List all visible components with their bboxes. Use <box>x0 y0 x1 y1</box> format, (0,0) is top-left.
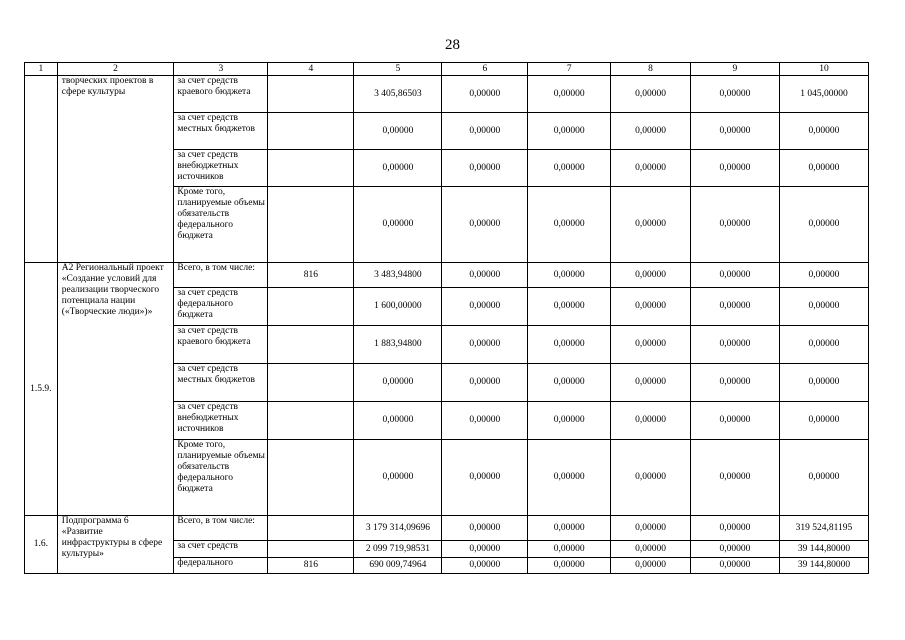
funding-source: за счет средств краевого бюджета <box>174 326 268 364</box>
header-cell-6: 6 <box>442 63 528 76</box>
value-cell-8: 0,00000 <box>611 263 691 288</box>
value-cell-9: 0,00000 <box>690 402 779 440</box>
value-cell-6: 0,00000 <box>442 541 528 558</box>
value-cell-8: 0,00000 <box>611 150 691 187</box>
budget-code <box>268 187 354 263</box>
value-cell-10: 0,00000 <box>779 364 868 402</box>
value-cell-7: 0,00000 <box>528 113 611 150</box>
header-cell-4: 4 <box>268 63 354 76</box>
value-cell-6: 0,00000 <box>442 113 528 150</box>
funding-source: федерального <box>174 558 268 574</box>
value-cell-5: 3 179 314,09696 <box>354 516 442 541</box>
value-cell-5: 3 405,86503 <box>354 76 442 113</box>
budget-code <box>268 113 354 150</box>
value-cell-6: 0,00000 <box>442 263 528 288</box>
value-cell-10: 0,00000 <box>779 150 868 187</box>
value-cell-6: 0,00000 <box>442 187 528 263</box>
row-number: 1.6. <box>25 516 58 574</box>
value-cell-6: 0,00000 <box>442 364 528 402</box>
value-cell-7: 0,00000 <box>528 288 611 326</box>
value-cell-8: 0,00000 <box>611 76 691 113</box>
budget-code <box>268 76 354 113</box>
header-row <box>25 63 869 76</box>
funding-source: за счет средств внебюджетных источников <box>174 402 268 440</box>
budget-table <box>24 62 869 574</box>
value-cell-10: 0,00000 <box>779 326 868 364</box>
value-cell-5: 0,00000 <box>354 113 442 150</box>
value-cell-8: 0,00000 <box>611 541 691 558</box>
value-cell-8: 0,00000 <box>611 402 691 440</box>
value-cell-5: 1 600,00000 <box>354 288 442 326</box>
value-cell-6: 0,00000 <box>442 558 528 574</box>
row-name: Подпрограмма 6 «Развитие инфраструктуры в сфере культуры» <box>57 516 174 574</box>
budget-code <box>268 541 354 558</box>
value-cell-9: 0,00000 <box>690 150 779 187</box>
value-cell-7: 0,00000 <box>528 364 611 402</box>
value-cell-6: 0,00000 <box>442 326 528 364</box>
funding-source: Кроме того, планируемые объемы обязательств федерального бюджета <box>174 187 268 263</box>
value-cell-9: 0,00000 <box>690 364 779 402</box>
value-cell-8: 0,00000 <box>611 187 691 263</box>
value-cell-9: 0,00000 <box>690 326 779 364</box>
value-cell-10: 0,00000 <box>779 187 868 263</box>
value-cell-9: 0,00000 <box>690 541 779 558</box>
header-cell-5: 5 <box>354 63 442 76</box>
value-cell-6: 0,00000 <box>442 516 528 541</box>
value-cell-8: 0,00000 <box>611 364 691 402</box>
funding-source: Всего, в том числе: <box>174 263 268 288</box>
value-cell-6: 0,00000 <box>442 440 528 516</box>
funding-source: за счет средств <box>174 541 268 558</box>
budget-code <box>268 364 354 402</box>
row-name: творческих проектов в сфере культуры <box>57 76 174 263</box>
header-cell-2: 2 <box>57 63 174 76</box>
value-cell-7: 0,00000 <box>528 187 611 263</box>
value-cell-6: 0,00000 <box>442 288 528 326</box>
funding-source: за счет средств федерального бюджета <box>174 288 268 326</box>
value-cell-7: 0,00000 <box>528 516 611 541</box>
value-cell-9: 0,00000 <box>690 288 779 326</box>
budget-code <box>268 150 354 187</box>
table-row <box>25 263 869 288</box>
value-cell-6: 0,00000 <box>442 76 528 113</box>
value-cell-10: 0,00000 <box>779 402 868 440</box>
value-cell-5: 2 099 719,98531 <box>354 541 442 558</box>
value-cell-9: 0,00000 <box>690 263 779 288</box>
header-cell-7: 7 <box>528 63 611 76</box>
value-cell-5: 690 009,74964 <box>354 558 442 574</box>
value-cell-5: 1 883,94800 <box>354 326 442 364</box>
value-cell-8: 0,00000 <box>611 558 691 574</box>
value-cell-5: 0,00000 <box>354 150 442 187</box>
budget-code <box>268 402 354 440</box>
value-cell-5: 3 483,94800 <box>354 263 442 288</box>
value-cell-7: 0,00000 <box>528 541 611 558</box>
funding-source: за счет средств местных бюджетов <box>174 364 268 402</box>
value-cell-7: 0,00000 <box>528 263 611 288</box>
value-cell-8: 0,00000 <box>611 440 691 516</box>
value-cell-8: 0,00000 <box>611 113 691 150</box>
budget-code <box>268 516 354 541</box>
table-row <box>25 76 869 113</box>
table-row <box>25 516 869 541</box>
value-cell-10: 319 524,81195 <box>779 516 868 541</box>
value-cell-10: 1 045,00000 <box>779 76 868 113</box>
value-cell-9: 0,00000 <box>690 516 779 541</box>
value-cell-7: 0,00000 <box>528 150 611 187</box>
value-cell-5: 0,00000 <box>354 440 442 516</box>
header-cell-1: 1 <box>25 63 58 76</box>
value-cell-10: 0,00000 <box>779 113 868 150</box>
value-cell-5: 0,00000 <box>354 187 442 263</box>
funding-source: за счет средств местных бюджетов <box>174 113 268 150</box>
value-cell-9: 0,00000 <box>690 440 779 516</box>
row-name: А2 Региональный проект «Создание условий для реализации творческого потенциала нации («Творческие люди»)» <box>57 263 174 516</box>
header-cell-10: 10 <box>779 63 868 76</box>
value-cell-9: 0,00000 <box>690 113 779 150</box>
value-cell-7: 0,00000 <box>528 440 611 516</box>
page-number: 28 <box>445 37 460 53</box>
value-cell-9: 0,00000 <box>690 76 779 113</box>
value-cell-5: 0,00000 <box>354 364 442 402</box>
header-cell-9: 9 <box>690 63 779 76</box>
row-number <box>25 76 58 263</box>
value-cell-9: 0,00000 <box>690 558 779 574</box>
row-number: 1.5.9. <box>25 263 58 516</box>
header-cell-8: 8 <box>611 63 691 76</box>
value-cell-10: 0,00000 <box>779 263 868 288</box>
value-cell-8: 0,00000 <box>611 326 691 364</box>
value-cell-7: 0,00000 <box>528 402 611 440</box>
funding-source: за счет средств краевого бюджета <box>174 76 268 113</box>
budget-code: 816 <box>268 558 354 574</box>
value-cell-7: 0,00000 <box>528 76 611 113</box>
budget-code: 816 <box>268 263 354 288</box>
budget-code <box>268 288 354 326</box>
budget-code <box>268 440 354 516</box>
funding-source: Всего, в том числе: <box>174 516 268 541</box>
value-cell-8: 0,00000 <box>611 288 691 326</box>
budget-code <box>268 326 354 364</box>
value-cell-10: 0,00000 <box>779 288 868 326</box>
value-cell-10: 39 144,80000 <box>779 558 868 574</box>
value-cell-7: 0,00000 <box>528 558 611 574</box>
value-cell-8: 0,00000 <box>611 516 691 541</box>
value-cell-7: 0,00000 <box>528 326 611 364</box>
value-cell-6: 0,00000 <box>442 402 528 440</box>
funding-source: Кроме того, планируемые объемы обязательств федерального бюджета <box>174 440 268 516</box>
value-cell-5: 0,00000 <box>354 402 442 440</box>
value-cell-10: 0,00000 <box>779 440 868 516</box>
value-cell-9: 0,00000 <box>690 187 779 263</box>
header-cell-3: 3 <box>174 63 268 76</box>
value-cell-10: 39 144,80000 <box>779 541 868 558</box>
value-cell-6: 0,00000 <box>442 150 528 187</box>
funding-source: за счет средств внебюджетных источников <box>174 150 268 187</box>
